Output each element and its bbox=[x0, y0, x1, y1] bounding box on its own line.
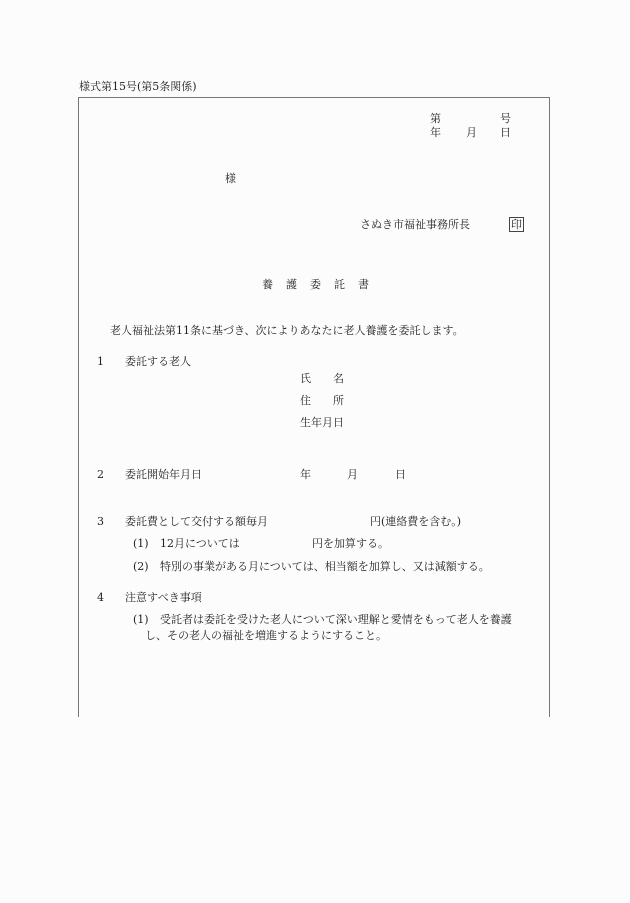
issue-date-year: 年 bbox=[430, 126, 441, 139]
start-date-day: 日 bbox=[395, 468, 406, 481]
section-3-item-1-amount-suffix: 円を加算する。 bbox=[312, 537, 389, 550]
issue-date-month: 月 bbox=[466, 126, 477, 139]
elder-name-label: 氏 名 bbox=[300, 372, 344, 385]
section-3-item-1-number: (1) bbox=[133, 537, 149, 550]
section-3-number: 3 bbox=[97, 515, 104, 528]
section-4-item-1-line-2: し、その老人の福祉を増進するようにすること。 bbox=[145, 629, 387, 642]
section-3-item-2-number: (2) bbox=[133, 560, 149, 573]
section-2-number: 2 bbox=[97, 468, 104, 481]
section-2-label: 委託開始年月日 bbox=[125, 468, 202, 481]
section-1-label: 委託する老人 bbox=[125, 355, 191, 368]
section-4-number: 4 bbox=[97, 591, 104, 604]
form-number-label: 様式第15号(第5条関係) bbox=[79, 80, 197, 93]
section-3-label: 委託費として交付する額毎月 bbox=[125, 515, 268, 528]
section-4-label: 注意すべき事項 bbox=[125, 591, 202, 604]
document-number-suffix: 号 bbox=[500, 112, 511, 125]
issue-date-day: 日 bbox=[500, 126, 511, 139]
seal-icon: 印 bbox=[511, 218, 522, 231]
seal-mark bbox=[509, 217, 524, 232]
monthly-amount-suffix: 円(連絡費を含む。) bbox=[370, 515, 462, 528]
section-3-item-2-text: 特別の事業がある月については、相当額を加算し、又は減額する。 bbox=[160, 560, 490, 573]
elder-birthdate-label: 生年月日 bbox=[300, 416, 344, 429]
start-date-month: 月 bbox=[347, 468, 358, 481]
section-4-item-1-number: (1) bbox=[133, 613, 149, 626]
issuer-name: さぬき市福祉事務所長 bbox=[360, 218, 470, 231]
document-number-prefix: 第 bbox=[430, 112, 441, 125]
section-3-item-1-text: 12月については bbox=[160, 537, 240, 550]
start-date-year: 年 bbox=[300, 468, 311, 481]
section-1-number: 1 bbox=[97, 355, 104, 368]
addressee-suffix: 様 bbox=[225, 172, 236, 185]
section-4-item-1-line-1: 受託者は委託を受けた老人について深い理解と愛情をもって老人を養護 bbox=[160, 613, 512, 626]
intro-text: 老人福祉法第11条に基づき、次によりあなたに老人養護を委託します。 bbox=[110, 324, 464, 337]
elder-address-label: 住 所 bbox=[300, 394, 344, 407]
document-title: 養護委託書 bbox=[262, 278, 382, 291]
